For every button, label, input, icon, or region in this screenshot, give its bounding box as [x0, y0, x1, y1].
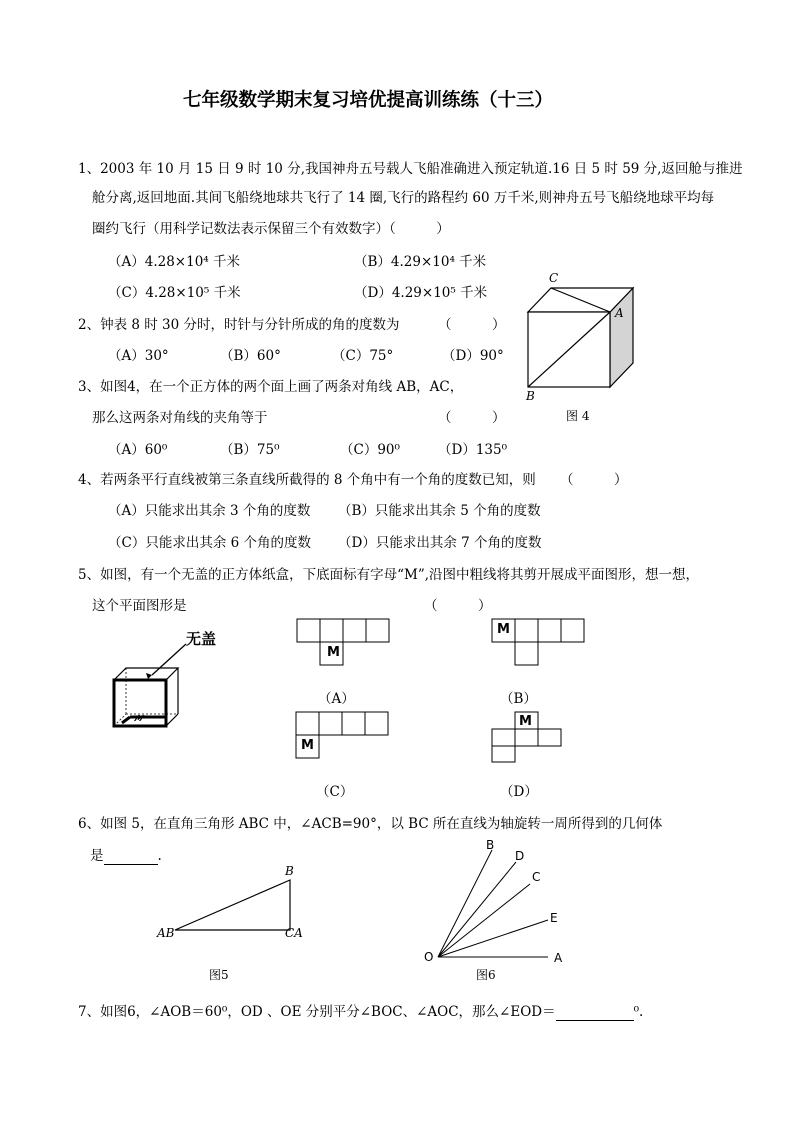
net-b-letter: M: [497, 622, 510, 637]
q4-option-b: （B）只能求出其余 5 个角的度数: [338, 503, 541, 519]
q6-answer-blank: [104, 848, 158, 865]
q4-option-a: （A）只能求出其余 3 个角的度数: [108, 503, 311, 519]
fig4-label-a: A: [615, 306, 624, 320]
net-b-label: （B）: [500, 691, 537, 707]
fig6-label-o: O: [424, 950, 434, 964]
q7-line: [78, 1000, 643, 1021]
q2-paren: （ ）: [438, 317, 506, 333]
q2-option-c: （C）75°: [332, 348, 394, 364]
figure-6-rays: [430, 840, 563, 965]
figure-5-triangle: [170, 875, 300, 940]
fig5-label-ca: CA: [285, 926, 303, 940]
q3-option-a: （A）60⁰: [108, 442, 168, 458]
figure-4-cube: [520, 270, 645, 400]
ray-od: [438, 862, 516, 957]
q3-option-b: （B）75⁰: [220, 442, 280, 458]
ray-ob: [438, 850, 492, 957]
fig6-label-d: D: [515, 849, 525, 863]
q3-paren: （ ）: [438, 410, 506, 426]
q6-line2-text: 是: [90, 848, 104, 864]
q5-line1: 5、如图，有一个无盖的正方体纸盒，下底面标有字母“M”,沿图中粗线将其剪开展成平面图形，想一想，: [78, 567, 700, 583]
q7-text: 7、如图6，∠AOB＝60⁰，OD 、OE 分别平分∠BOC、∠AOC，那么∠EOD＝: [78, 1004, 556, 1020]
q4-option-c: （C）只能求出其余 6 个角的度数: [108, 535, 312, 551]
q2-option-b: （B）60°: [220, 348, 281, 364]
q6-line2-end: .: [157, 848, 162, 864]
q7-suffix: ⁰.: [633, 1004, 644, 1020]
q4-option-d: （D）只能求出其余 7 个角的度数: [338, 535, 542, 551]
net-c-letter: M: [301, 738, 314, 753]
q1-line2: 舱分离,返回地面.其间飞船绕地球共飞行了 14 圈,飞行的路程约 60 万千米,则神舟五号飞船绕地球平均每: [92, 190, 715, 206]
net-c-label: （C）: [316, 784, 354, 800]
net-d-letter: M: [519, 714, 532, 729]
page-title: 七年级数学期末复习培优提高训练练（十三）: [183, 90, 554, 111]
fig4-caption: 图 4: [566, 409, 590, 423]
fig4-label-b: B: [526, 389, 535, 403]
q3-line1: 3、如图4，在一个正方体的两个面上画了两条对角线 AB，AC，: [78, 379, 464, 395]
no-lid-label: 无盖: [186, 630, 217, 648]
q3-line2: 那么这两条对角线的夹角等于: [92, 410, 268, 426]
q3-option-d: （D）135⁰: [438, 442, 508, 458]
fig6-label-e: E: [550, 911, 558, 925]
net-a-label: （A）: [318, 691, 355, 707]
q7-answer-blank: [556, 1004, 634, 1021]
ray-oe: [438, 920, 548, 957]
q1-line3: 圈约飞行（用科学记数法表示保留三个有效数字）（ ）: [92, 221, 450, 237]
fig6-caption: 图6: [476, 968, 496, 982]
q1-option-b: （B）4.29×10⁴ 千米: [354, 254, 487, 270]
fig5-label-b: B: [285, 864, 294, 878]
ray-oc: [438, 884, 530, 957]
q6-line2: [90, 844, 162, 865]
q2-stem: 2、钟表 8 时 30 分时，时针与分针所成的角的度数为: [78, 317, 400, 333]
q5-line2: 这个平面图形是: [92, 598, 187, 614]
fig6-label-a: A: [554, 951, 563, 965]
q1-option-d: （D）4.29×10⁵ 千米: [354, 285, 488, 301]
q3-option-c: （C）90⁰: [340, 442, 400, 458]
fig5-label-ab: AB: [157, 926, 175, 940]
fig5-caption: 图5: [209, 968, 229, 982]
net-d-label: （D）: [500, 784, 538, 800]
svg-text:M: M: [131, 714, 146, 724]
fig6-label-b: B: [486, 838, 495, 852]
q2-option-a: （A）30°: [108, 348, 169, 364]
q4-stem: 4、若两条平行直线被第三条直线所截得的 8 个角中有一个角的度数已知，则: [78, 472, 536, 488]
fig4-label-c: C: [549, 271, 559, 285]
net-option-a: [296, 618, 391, 666]
q1-line1: 1、2003 年 10 月 15 日 9 时 10 分,我国神舟五号载人飞船准确进入预定轨道.16 日 5 时 59 分,返回舱与推进: [78, 161, 743, 177]
q6-line1: 6、如图 5，在直角三角形 ABC 中，∠ACB=90°，以 BC 所在直线为轴旋转一周所得到的几何体: [78, 816, 663, 832]
q4-paren: （ ）: [560, 472, 628, 488]
net-a-letter: M: [327, 645, 340, 660]
q5-paren: （ ）: [424, 598, 492, 614]
open-box-figure: [108, 640, 198, 730]
fig6-label-c: C: [532, 870, 541, 884]
q1-option-c: （C）4.28×10⁵ 千米: [108, 285, 241, 301]
q1-option-a: （A）4.28×10⁴ 千米: [108, 254, 241, 270]
q2-option-d: （D）90°: [442, 348, 504, 364]
